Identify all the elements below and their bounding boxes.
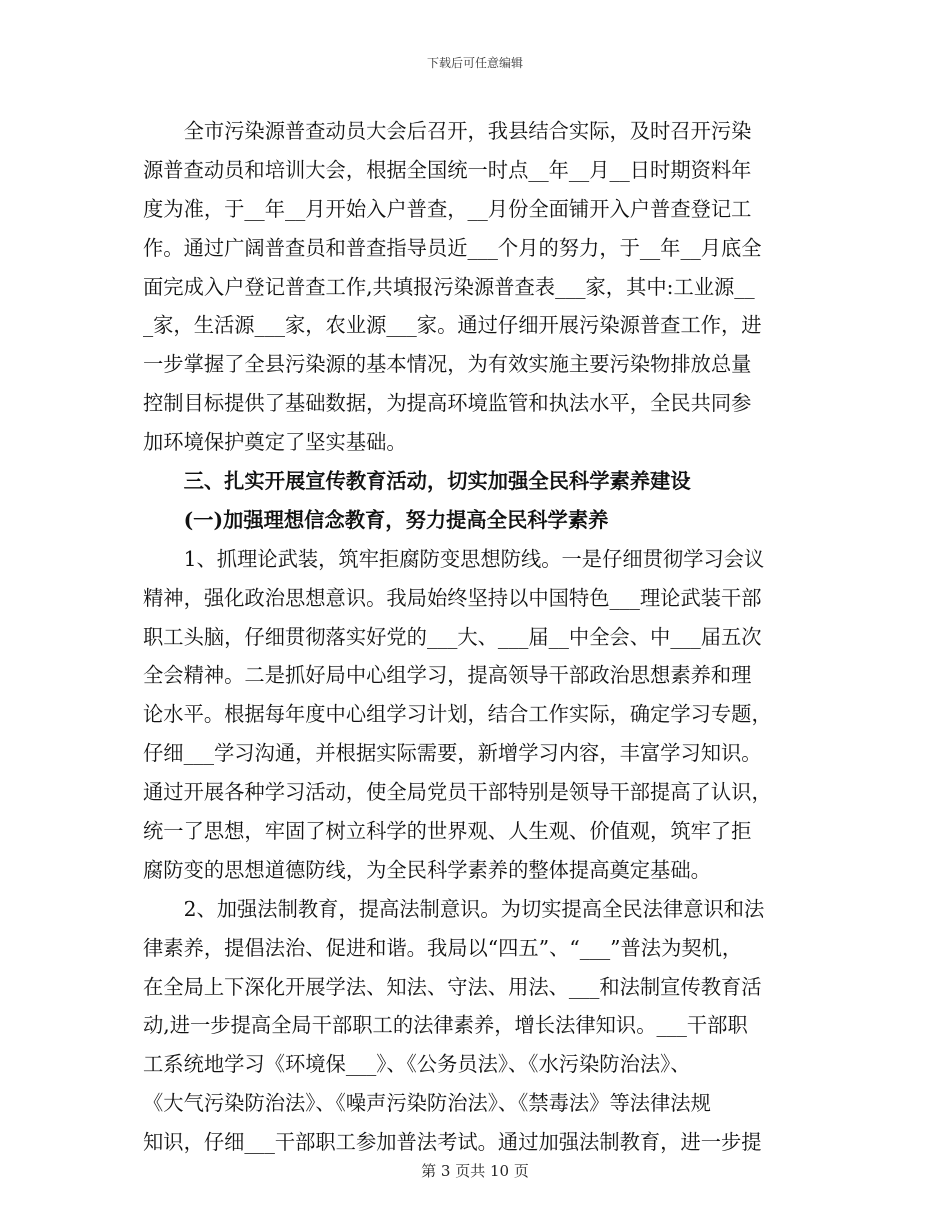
text-line: 职工头脑，仔细贯彻落实好党的___大、___届__中全会、中___届五次 (143, 624, 762, 649)
text-line: 控制目标提供了基础数据，为提高环境监管和执法水平，全民共同参 (143, 391, 752, 416)
document-body (143, 112, 815, 1162)
text-line: _家，生活源___家，农业源___家。通过仔细开展污染源普查工作，进 (143, 313, 762, 338)
text-line: 动,进一步提高全局干部职工的法律素养，增长法律知识。___干部职 (143, 1013, 748, 1038)
text-line: 《大气污染防治法》、《噪声污染防治法》、《禁毒法》等法律法规 (143, 1091, 711, 1116)
text-line: 2、加强法制教育，提高法制意识。为切实提高全民法律意识和法 (143, 896, 765, 921)
text-line: 在全局上下深化开展学法、知法、守法、用法、___和法制宣传教育活 (143, 974, 762, 999)
text-line: 作。通过广阔普查员和普查指导员近___个月的努力，于__年__月底全 (143, 235, 762, 260)
page-header: 下载后可任意编辑 (426, 56, 523, 70)
page-footer: 第 3 页共 10 页 (421, 1162, 529, 1180)
text-line: 面完成入户登记普查工作,共填报污染源普查表___家，其中:工业源__ (143, 274, 755, 299)
text-line: 知识，仔细___干部职工参加普法考试。通过加强法制教育，进一步提 (143, 1130, 762, 1155)
text-line: 统一了思想，牢固了树立科学的世界观、人生观、价值观，筑牢了拒 (143, 819, 752, 844)
text-line: 仔细___学习沟通，并根据实际需要，新增学习内容，丰富学习知识。 (143, 741, 762, 766)
section-heading: 三、扎实开展宣传教育活动，切实加强全民科学素养建设 (143, 469, 691, 494)
text-line: 1、抓理论武装，筑牢拒腐防变思想防线。一是仔细贯彻学习会议 (143, 546, 765, 571)
section-heading: (一)加强理想信念教育，努力提高全民科学素养 (143, 507, 609, 532)
text-line: 腐防变的思想道德防线，为全民科学素养的整体提高奠定基础。 (143, 857, 711, 882)
text-line: 通过开展各种学习活动，使全局党员干部特别是领导干部提高了认识， (143, 780, 772, 805)
text-line: 论水平。根据每年度中心组学习计划，结合工作实际，确定学习专题， (143, 702, 772, 727)
text-line: 度为准，于__年__月开始入户普查，__月份全面铺开入户普查登记工 (143, 196, 752, 221)
text-line: 律素养，提倡法治、促进和谐。我局以“四五”、“___”普法为契机， (143, 935, 743, 960)
text-line: 一步掌握了全县污染源的基本情况，为有效实施主要污染物排放总量 (143, 352, 752, 377)
text-line: 源普查动员和培训大会，根据全国统一时点__年__月__日时期资料年 (143, 157, 752, 182)
text-line: 全市污染源普查动员大会后召开，我县结合实际，及时召开污染 (143, 119, 752, 143)
text-line: 全会精神。二是抓好局中心组学习，提高领导干部政治思想素养和理 (143, 663, 752, 688)
text-line: 加环境保护奠定了坚实基础。 (143, 430, 407, 455)
text-line: 工系统地学习《环境保___》、《公务员法》、《水污染防治法》、 (143, 1052, 691, 1077)
text-line: 精神，强化政治思想意识。我局始终坚持以中国特色___理论武装干部 (143, 585, 762, 610)
